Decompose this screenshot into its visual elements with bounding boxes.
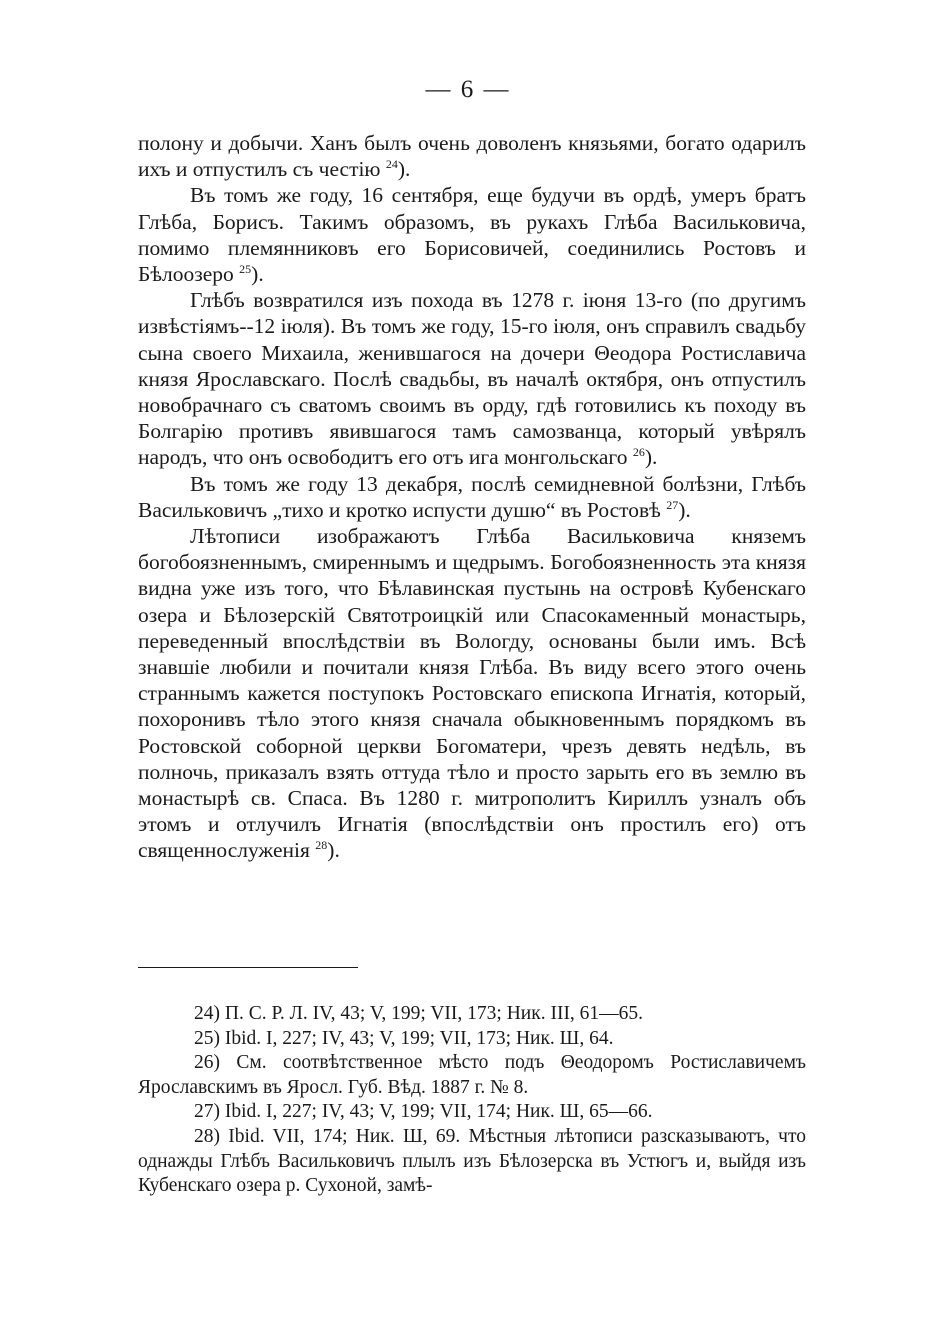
footnote-ref-24: 24 bbox=[385, 157, 398, 172]
footnote-26: 26) См. соотвѣтственное мѣсто подъ Θеодоромъ Ростиславичемъ Ярославскимъ въ Яросл. Губ. Вѣд. 1887 г. № 8. bbox=[138, 1052, 806, 1098]
footnote-ref-27: 27 bbox=[666, 497, 679, 512]
footnote-27: 27) Ibid. I, 227; IV, 43; V, 199; VII, 174; Ник. Ш, 65—66. bbox=[194, 1101, 653, 1123]
footnote-24: 24) П. С. Р. Л. IV, 43; V, 199; VII, 173; Ник. III, 61—65. bbox=[194, 1003, 644, 1024]
paragraph-4: Въ томъ же году 13 декабря, послѣ семидневной болѣзни, Глѣбъ Васильковичъ „тихо и кротко испусти душю“ въ Ростовѣ $^{27}$). bbox=[138, 471, 806, 522]
footnote-ref-28: 28 bbox=[315, 838, 328, 853]
paragraph-5: Лѣтописи изображаютъ Глѣба Васильковича княземъ богобоязненнымъ, смиреннымъ и щедрымъ. Богобоязненность эта князя видна уже изъ того, что Бѣлавинская пустынь на островѣ Кубенскаго озера и Бѣлозерскiй Святотроицкiй или Спасокаменный монастырь, переведенный впослѣдствiи въ Вологду, основаны были имъ. Всѣ знавшiе любили и почитали князя Глѣба. Въ виду всего этого очень страннымъ кажется поступокъ Ростовскаго епископа Игнатiя, который, похоронивъ тѣло этого князя сначала обыкновеннымъ порядкомъ въ Ростовской соборной церкви Богоматери, чрезъ девять недѣль, въ полночь, приказалъ взять оттуда тѣло и просто зарыть его въ землю въ монастырѣ св. Спаса. Въ 1280 г. митрополитъ Кириллъ узналъ объ этомъ и отлучилъ Игнатiя (впослѣдствiи онъ простилъ его) отъ священнослуженiя $^{28}$). bbox=[138, 524, 806, 863]
paragraph-2: Въ томъ же году, 16 сентября, еще будучи въ ордѣ, умеръ братъ Глѣба, Борисъ. Такимъ образомъ, въ рукахъ Глѣба Васильковича, помимо племянниковъ его Борисовичей, соединились Ростовъ и Бѣлоозеро $^{25}$). bbox=[138, 183, 806, 287]
paragraph-3: Глѣбъ возвратился изъ похода въ 1278 г. iюня 13-го (по другимъ извѣстiямъ--12 iюля). Въ томъ же году, 15-го iюля, онъ справилъ свадьбу сына своего Михаила, женившагося на дочери Θеодора Ростиславича князя Ярославскаго. Послѣ свадьбы, въ началѣ октября, онъ отпустилъ новобрачнаго съ сватомъ своимъ въ орду, гдѣ готовились къ походу въ Болгарiю противъ явившагося тамъ самозванца, который увѣрялъ народъ, что онъ освободитъ его отъ ига монгольскаго $^{26}$). bbox=[138, 288, 806, 470]
footnote-25: 25) Ibid. I, 227; IV, 43; V, 199; VII, 173; Ник. Ш, 64. bbox=[194, 1027, 614, 1049]
paragraph-1: полону и добычи. Ханъ былъ очень доволенъ князьями, богато одарилъ ихъ и отпустилъ съ честiю $^{24}$). bbox=[138, 131, 806, 182]
footnote-divider bbox=[138, 967, 358, 968]
main-text bbox=[138, 130, 806, 864]
page-number: — 6 — bbox=[425, 76, 511, 103]
footnote-28: 28) Ibid. VII, 174; Ник. Ш, 69. Мѣстныя лѣтописи разсказываютъ, что однажды Глѣбъ Васильковичъ плылъ изъ Бѣлозерска въ Устюгъ и, выйдя изъ Кубенскаго озера р. Сухоной, замѣ- bbox=[138, 1125, 806, 1197]
footnote-ref-26: 26 bbox=[632, 445, 645, 460]
footnotes bbox=[138, 1002, 806, 1199]
footnote-ref-25: 25 bbox=[239, 262, 252, 277]
